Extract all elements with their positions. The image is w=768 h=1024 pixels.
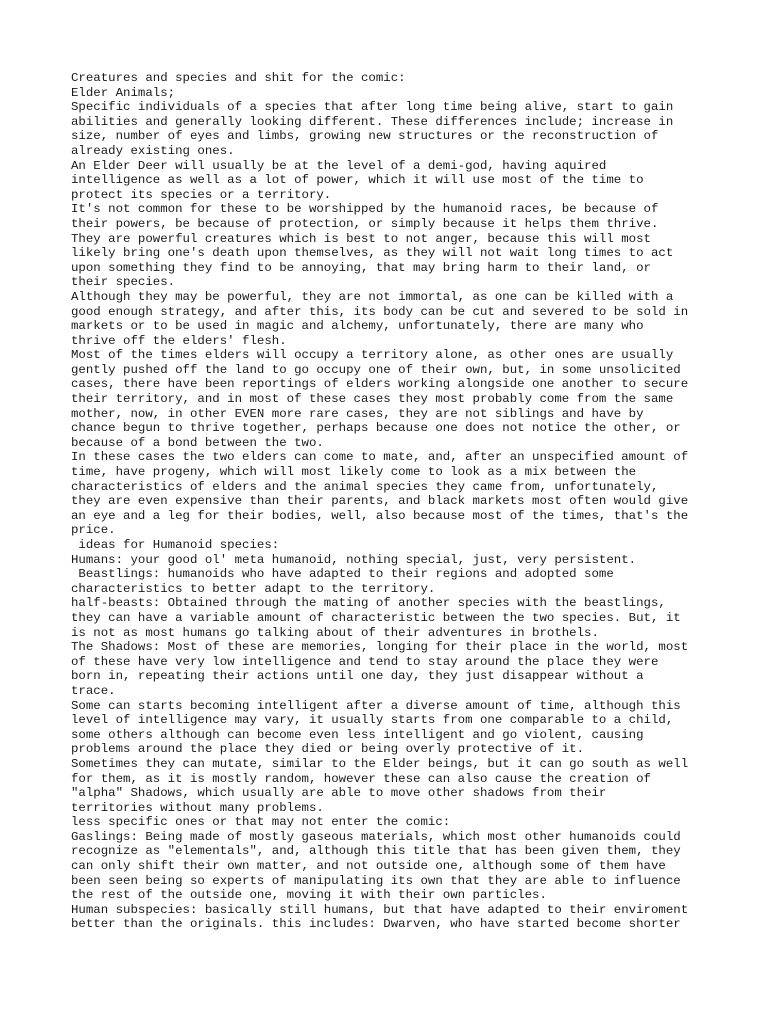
document-text-line: size, number of eyes and limbs, growing new structures or the reconstruction of xyxy=(71,129,659,144)
document-text-line: their territory, and in most of these cases they most probably come from the same xyxy=(71,392,674,407)
document-text-line: characteristics of elders and the animal species they came from, unfortunately, xyxy=(71,479,659,494)
document-text-line: they are even expensive than their parents, and black markets most often would give xyxy=(71,494,689,509)
document-text-line: level of intelligence may vary, it usually starts from one comparable to a child, xyxy=(71,713,674,728)
document-text-line: Some can starts becoming intelligent after a diverse amount of time, although this xyxy=(71,698,681,713)
document-text-line: problems around the place they died or being overly protective of it. xyxy=(71,742,585,757)
document-text-line: Beastlings: humanoids who have adapted to their regions and adopted some xyxy=(71,567,614,582)
document-text-line: ideas for Humanoid species: xyxy=(71,538,280,552)
document-text-line: been seen being so experts of manipulating its own that they are able to influence xyxy=(71,873,681,888)
document-text-line: likely bring one's death upon themselves, as they will not wait long times to act xyxy=(71,246,674,261)
document-text-line: Specific individuals of a species that after long time being alive, start to gain xyxy=(71,100,674,115)
document-text-line: good enough strategy, and after this, its body can be cut and severed to be sold in xyxy=(71,304,689,319)
document-text-line: They are powerful creatures which is best to not anger, because this will most xyxy=(71,231,651,246)
document-text-line: price. xyxy=(71,523,116,538)
document-text-line: Although they may be powerful, they are not immortal, as one can be killed with a xyxy=(71,289,674,304)
document-text-line: the rest of the outside one, moving it with their own particles. xyxy=(71,888,547,903)
document-text-line: territories without many problems. xyxy=(71,800,324,815)
document-text-line: An Elder Deer will usually be at the level of a demi-god, having aquired xyxy=(71,158,607,173)
document-text-line: Sometimes they can mutate, similar to the Elder beings, but it can go south as well xyxy=(71,756,689,771)
document-text-line: can only shift their own matter, and not outside one, although some of them have xyxy=(71,859,666,874)
document-text-line: for them, as it is mostly random, however these can also cause the creation of xyxy=(71,771,651,786)
document-text-line: The Shadows: Most of these are memories, longing for their place in the world, most xyxy=(71,640,689,655)
document-text-line: recognize as "elementals", and, although this title that has been given them, they xyxy=(71,844,681,859)
document-text-line: they can have a variable amount of characteristic between the two species. But, it xyxy=(71,610,681,625)
document-text-line: abilities and generally looking different. These differences include; increase in xyxy=(71,114,674,129)
document-text-line: Most of the times elders will occupy a territory alone, as other ones are usually xyxy=(71,348,674,363)
document-text-line: protect its species or a territory. xyxy=(71,187,332,202)
document-text-line: thrive off the elders' flesh. xyxy=(71,333,287,348)
document-text-line: their species. xyxy=(71,275,176,290)
document-text-line: "alpha" Shadows, which usually are able to move other shadows from their xyxy=(71,786,607,801)
document-text-line: Humans: your good ol' meta humanoid, nothing special, just, very persistent. xyxy=(71,552,637,567)
document-text-line: chance begun to thrive together, perhaps because one does not notice the other, or xyxy=(71,421,681,436)
document-text-line: markets or to be used in magic and alchemy, unfortunately, there are many who xyxy=(71,319,644,334)
document-text-line: Creatures and species and shit for the comic: xyxy=(71,71,406,85)
document-text-line: their powers, be because of protection, or simply because it helps them thrive. xyxy=(71,216,659,231)
document-text-line: because of a bond between the two. xyxy=(71,435,324,450)
document-text-line: upon something they find to be annoying, that may bring harm to their land, or xyxy=(71,260,651,275)
document-text-line: mother, now, in other EVEN more rare cases, they are not siblings and have by xyxy=(71,406,644,421)
document-text-line: less specific ones or that may not enter the comic: xyxy=(71,815,451,830)
document-text-line: gently pushed off the land to go occupy one of their own, but, in some unsolicited xyxy=(71,362,681,377)
document-text-line: In these cases the two elders can come to mate, and, after an unspecified amount of xyxy=(71,450,689,465)
document-text-line: characteristics to better adapt to the territory. xyxy=(71,581,436,596)
document-text-line: Elder Animals; xyxy=(71,85,176,100)
document-text-line: time, have progeny, which will most likely come to look as a mix between the xyxy=(71,465,637,480)
document-text-line: Human subspecies: basically still humans, but that have adapted to their enviroment xyxy=(71,902,689,917)
document-text-line: is not as most humans go talking about of their adventures in brothels. xyxy=(71,625,599,640)
document-text-line: cases, there have been reportings of elders working alongside one another to secure xyxy=(71,377,689,392)
document-text-line: already existing ones. xyxy=(71,143,235,158)
document-text-line: It's not common for these to be worshipped by the humanoid races, be because of xyxy=(71,202,659,217)
document-text-line: Gaslings: Being made of mostly gaseous materials, which most other humanoids could xyxy=(71,829,681,844)
document-text-line: some others although can become even less intelligent and go violent, causing xyxy=(71,727,644,742)
document-page xyxy=(71,71,711,932)
document-text-line: trace. xyxy=(71,683,116,698)
document-text-line: better than the originals. this includes: Dwarven, who have started become shorter xyxy=(71,917,681,932)
document-text-line: of these have very low intelligence and tend to stay around the place they were xyxy=(71,654,659,669)
document-text-line: born in, repeating their actions until one day, they just disappear without a xyxy=(71,669,644,684)
document-text-line: an eye and a leg for their bodies, well, also because most of the times, that's the xyxy=(71,508,689,523)
document-text-line: intelligence as well as a lot of power, which it will use most of the time to xyxy=(71,173,644,188)
document-text-line: half-beasts: Obtained through the mating of another species with the beastlings, xyxy=(71,596,666,611)
